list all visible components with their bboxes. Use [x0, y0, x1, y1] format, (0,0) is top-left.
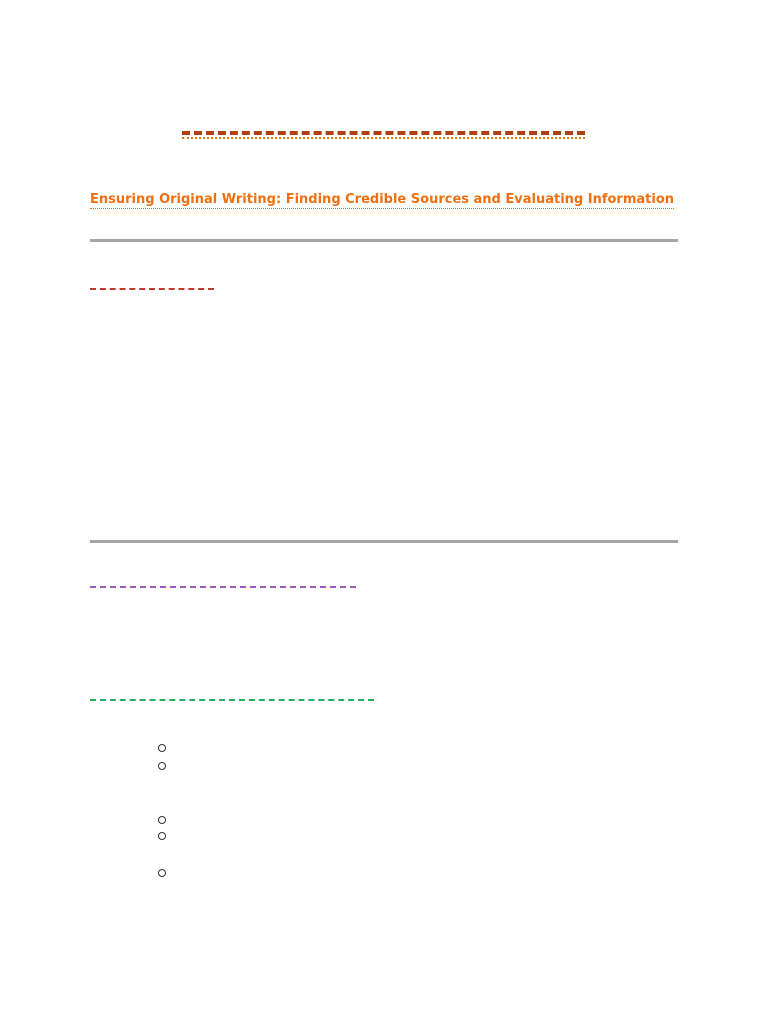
section-heading-placeholder-green — [90, 699, 374, 701]
horizontal-rule — [90, 540, 678, 543]
list-bullet-icon — [158, 762, 166, 770]
list-bullet-icon — [158, 832, 166, 840]
list-bullet-icon — [158, 869, 166, 877]
page-title-link[interactable]: Ensuring Original Writing: Finding Credible Sources and Evaluating Information — [90, 192, 675, 207]
section-heading-placeholder-purple — [90, 586, 356, 588]
list-bullet-icon — [158, 816, 166, 824]
decorative-divider-top — [182, 131, 585, 139]
horizontal-rule — [90, 239, 678, 242]
list-bullet-icon — [158, 744, 166, 752]
section-heading-placeholder-red — [90, 288, 214, 290]
